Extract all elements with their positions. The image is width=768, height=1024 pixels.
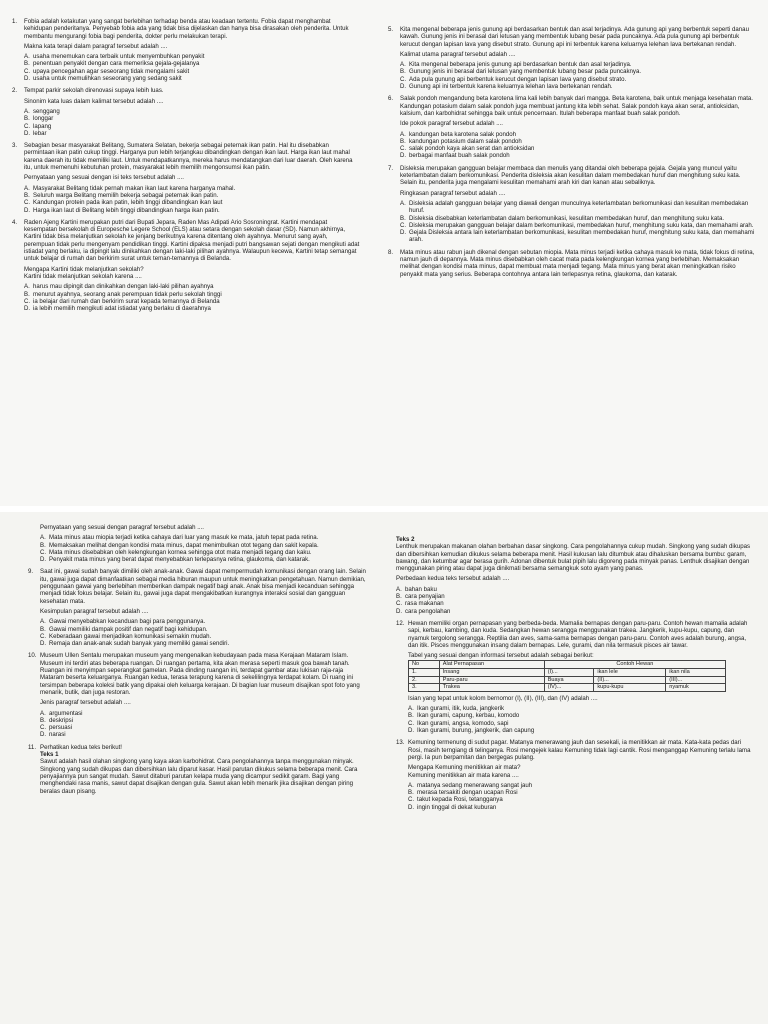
option-d[interactable] bbox=[396, 608, 756, 615]
option-text: narasi bbox=[49, 731, 66, 739]
option-b[interactable] bbox=[408, 712, 756, 719]
option-text: Remaja dan anak-anak sudah banyak yang memiliki gawai sendiri. bbox=[49, 640, 230, 648]
option-d[interactable] bbox=[24, 75, 360, 82]
option-letter: D. bbox=[24, 305, 31, 313]
option-text: Masyarakat Belitang tidak pernah makan ikan laut karena harganya mahal. bbox=[33, 184, 236, 192]
option-a[interactable] bbox=[24, 283, 360, 290]
option-letter: A. bbox=[24, 53, 30, 61]
option-letter: D. bbox=[24, 206, 31, 214]
question-prompt: Perbedaan kedua teks tersebut adalah .... bbox=[396, 575, 510, 583]
option-a[interactable] bbox=[408, 782, 756, 789]
table-header-organ: Alat Pernapasan bbox=[439, 661, 544, 669]
table-cell: 3. bbox=[409, 684, 440, 692]
option-letter: C. bbox=[400, 145, 407, 153]
option-text: Mata minus disebabkan oleh kelengkungan kornea sehingga otot mata menjadi tegang dan kaku. bbox=[49, 548, 312, 556]
option-text: upaya pencegahan agar seseorang tidak mengalami sakit bbox=[33, 67, 190, 75]
option-text: takut kepada Rosi, tetangganya bbox=[417, 796, 503, 804]
option-letter: D. bbox=[40, 556, 47, 564]
option-letter: B. bbox=[40, 716, 46, 724]
option-letter: C. bbox=[24, 67, 31, 75]
question-1 bbox=[12, 18, 360, 82]
option-c[interactable] bbox=[40, 549, 368, 556]
table-cell: ikan nila bbox=[666, 669, 726, 677]
table-header-examples: Contoh Hewan bbox=[544, 661, 725, 669]
option-a[interactable] bbox=[40, 534, 368, 541]
question-prompt: Isian yang tepat untuk kolom bernomor (I), (II), (III), dan (IV) adalah .... bbox=[408, 694, 598, 702]
question-3 bbox=[12, 142, 360, 214]
option-letter: A. bbox=[408, 705, 414, 713]
table-cell: (III)... bbox=[666, 676, 726, 684]
question-number: 8. bbox=[388, 248, 394, 256]
option-text: berbagai manfaat buah salak pondoh bbox=[409, 152, 510, 160]
option-c[interactable] bbox=[40, 724, 368, 731]
question-number: 10. bbox=[28, 652, 37, 660]
option-text: penentuan penyakit dengan cara memeriksa gejala-gejalanya bbox=[33, 60, 200, 68]
option-a[interactable] bbox=[24, 53, 360, 60]
question-prompt: Ringkasan paragraf tersebut adalah .... bbox=[400, 189, 506, 197]
option-letter: C. bbox=[396, 600, 403, 608]
option-text: cara penyajian bbox=[405, 593, 445, 601]
option-letter: C. bbox=[24, 199, 31, 207]
question-number: 2. bbox=[12, 87, 18, 95]
option-b[interactable] bbox=[40, 542, 368, 549]
right-column-top bbox=[388, 26, 758, 283]
option-text: Gawai menyebabkan kecanduan bagi para penggunanya. bbox=[49, 618, 206, 626]
option-text: usaha menemukan cara terbaik untuk menyembuhkan penyakit bbox=[33, 53, 205, 61]
option-letter: A. bbox=[408, 781, 414, 789]
question-prompt: Pernyataan yang sesuai dengan paragraf tersebut adalah .... bbox=[40, 524, 204, 531]
question-10 bbox=[28, 652, 368, 738]
question-passage: Kemuning termenung di sudut pagar. Matanya menerawang jauh dan sesekali, ia menitikkan air mata. Kata-kata pedas dari Rosi, masih terngiang di telinganya. Rosi mengejek kalau Kemuning tidak lagi cantik. Rosi menganggap Kemuning terlalu lama pergi. Ia pun berpamitan dan bergegas pulang. bbox=[408, 739, 751, 761]
table-cell: nyamuk bbox=[666, 684, 726, 692]
question-prompt: Kesimpulan paragraf tersebut adalah .... bbox=[40, 607, 149, 615]
question-prompt: Makna kata terapi dalam paragraf tersebut adalah .... bbox=[24, 42, 168, 50]
option-letter: D. bbox=[396, 607, 403, 615]
question-prompt: Sinonim kata luas dalam kalimat tersebut adalah .... bbox=[24, 97, 164, 105]
option-a[interactable] bbox=[408, 705, 756, 712]
question-passage: Fobia adalah ketakutan yang sangat berlebihan terhadap benda atau keadaan tertentu. Fobia dapat menghambat kehidupan penderitanya. Penyebab fobia ada yang tidak bisa dijelaskan dan hanya bisa dirasakan oleh penderita. Untuk membantu mengurangi fobia bagi penderita, dokter perlu melakukan terapi. bbox=[24, 18, 349, 40]
question-prompt: Pernyataan yang sesuai dengan isi teks tersebut adalah .... bbox=[24, 174, 184, 182]
option-text: Harga ikan laut di Belitang lebih tinggi dibandingkan harga ikan patin. bbox=[33, 206, 220, 214]
left-column-bottom bbox=[28, 524, 368, 800]
option-b[interactable] bbox=[24, 60, 360, 67]
option-text: ia belajar dari rumah dan berkirim surat kepada temannya di Belanda bbox=[33, 297, 220, 305]
option-letter: B. bbox=[408, 789, 414, 797]
question-number: 1. bbox=[12, 18, 18, 25]
text-2-body: Lenthuk merupakan makanan olahan berbahan dasar singkong. Cara pengolahannya cukup mudah. Singkong yang sudah dikupas dan dibersihkan kemudian dikukus selama beberapa menit. Hasil kukusan lalu ditumbuk atau dihaluskan bersama bumbu: garam, bawang, dan ketumbar agar berasa gurih. Adonan dibentuk bulat pipih lalu digoreng pada minyak panas. Lenthuk disajikan dengan menggunakan piring atau dapat juga dinikmati bersama semangkuk soto ayam yang panas. bbox=[396, 543, 751, 573]
question-passage: Disleksia merupakan gangguan belajar membaca dan menulis yang ditandai oleh beberapa gejala. Gejala yang muncul yaitu keterlambatan dalam berkomunikasi. Penderita disleksia akan kesulitan dalam membedakan huruf dan menghitung suku kata. Selain itu, penderita juga mengalami kesulitan memahami arah kiri dan kanan atau sebaliknya. bbox=[400, 164, 741, 187]
text-1-title: Teks 1 bbox=[40, 751, 59, 759]
option-letter: B. bbox=[400, 137, 406, 145]
table-cell: (II)... bbox=[594, 676, 666, 684]
question-subprompt: Kemuning menitikkan air mata karena .... bbox=[408, 771, 519, 779]
right-column-bottom bbox=[396, 536, 756, 816]
option-letter: A. bbox=[400, 199, 406, 207]
option-letter: C. bbox=[408, 719, 415, 727]
option-b[interactable] bbox=[40, 626, 368, 633]
option-c[interactable] bbox=[24, 68, 360, 75]
option-letter: C. bbox=[40, 548, 47, 556]
option-letter: A. bbox=[24, 184, 30, 192]
option-letter: B. bbox=[24, 60, 30, 68]
table-cell: Buaya bbox=[544, 676, 594, 684]
option-text: Memaksakan melihat dengan kondisi mata minus, dapat menimbulkan otot tegang dan sakit kepala. bbox=[49, 541, 319, 549]
table-row bbox=[409, 684, 726, 692]
question-intro: Perhatikan kedua teks berikut! bbox=[40, 743, 122, 751]
option-text: ingin tinggal di dekat kuburan bbox=[417, 803, 497, 811]
option-text: Disleksia merupakan gangguan belajar dalam berkomunikasi, membedakan huruf, menghitung suku kata, dan memahami arah. bbox=[409, 221, 754, 229]
option-text: salak pondoh kaya akan serat dan antioksidan bbox=[409, 145, 535, 153]
option-letter: C. bbox=[408, 796, 415, 804]
option-text: Disleksia adalah gangguan belajar yang diawali dengan munculnya keterlambatan berkomunikasi dan kesulitan membedakan huruf. bbox=[409, 199, 749, 215]
option-d[interactable] bbox=[40, 556, 368, 563]
option-c[interactable] bbox=[408, 796, 756, 803]
option-letter: D. bbox=[400, 83, 407, 91]
question-prompt: Jenis paragraf tersebut adalah .... bbox=[40, 699, 131, 707]
table-cell: 2. bbox=[409, 676, 440, 684]
option-c[interactable] bbox=[408, 720, 756, 727]
question-passage: Kita mengenal beberapa jenis gunung api berdasarkan bentuk dan asal terjadinya. Ada gunung api yang berbentuk seperti danau kawah. Gunung jenis ini berasal dari letusan yang membentuk lubang besar pada puncaknya. Ada pula gunung api berbentuk kerucut dengan lapisan lava yang disebut strato. Gunung api ini terbentuk karena keluarnya lelehan lava bertekanan rendah. bbox=[400, 26, 749, 48]
question-passage: Hewan memiliki organ pernapasan yang berbeda-beda. Mamalia bernapas dengan paru-paru. Contoh hewan mamalia adalah sapi, kerbau, kambing, dan kuda. Sedangkan hewan serangga menggunakan trakea. Jangkerik, kupu-kupu, capung, dan nyamuk tergolong serangga. Reptilia dan aves, sama-sama bernapas dengan paru-paru. Contoh aves adalah burung, angsa, dan itik. Pisces menggunakan insang dalam bernapas. Lele, gurami, dan nila termasuk pisces air tawar. bbox=[408, 619, 748, 649]
table-cell: (I)... bbox=[544, 669, 594, 677]
question-2 bbox=[12, 87, 360, 137]
option-d[interactable] bbox=[408, 727, 756, 734]
question-prompt: Ide pokok paragraf tersebut adalah .... bbox=[400, 120, 503, 128]
table-cell: 1. bbox=[409, 669, 440, 677]
option-text: Kita mengenal beberapa jenis gunung api berdasarkan bentuk dan asal terjadinya. bbox=[409, 61, 632, 69]
option-text: rasa makanan bbox=[405, 600, 444, 608]
option-b[interactable] bbox=[408, 789, 756, 796]
option-letter: D. bbox=[400, 152, 407, 160]
option-b[interactable] bbox=[40, 717, 368, 724]
question-number: 3. bbox=[12, 142, 18, 150]
option-d[interactable] bbox=[400, 83, 758, 90]
option-d[interactable] bbox=[24, 130, 360, 137]
question-number: 4. bbox=[12, 218, 18, 226]
option-text: persuasi bbox=[49, 724, 73, 732]
option-text: Seluruh warga Belitang memilih bekerja sebagai peternak ikan patin. bbox=[33, 191, 219, 199]
question-number: 6. bbox=[388, 95, 394, 103]
question-number: 12. bbox=[396, 619, 405, 627]
table-cell: Trakea bbox=[439, 684, 544, 692]
option-text: senggang bbox=[33, 107, 60, 115]
question-passage: Museum Ullen Sentalu merupakan museum yang mengenalkan kebudayaan pada masa Kerajaan Mataram Islam. Museum ini terdiri atas beberapa ruangan. Di ruangan pertama, kita akan merasa seperti masuk goa bawah tanah. Ruangan ini menyimpan seperangkat gamelan. Pada dinding ruangan ini, terdapat gambar atau lukisan raja-raja Mataram beserta keluarganya. Ruangan kedua, terasa terapung karena di sekelilingnya terdapat kolam. Di ruang ini tersimpan beberapa koleksi batik yang dipakai oleh keluarga kerajaan. Di bagian luar museum disajikan spot foto yang menarik, butik, dan juga restoran. bbox=[40, 652, 360, 696]
option-a[interactable] bbox=[400, 61, 758, 68]
option-text: bahan baku bbox=[405, 585, 437, 593]
option-text: Ikan gurami, itik, kuda, jangkerik bbox=[417, 705, 505, 713]
option-letter: C. bbox=[400, 75, 407, 83]
option-a[interactable] bbox=[40, 710, 368, 717]
option-d[interactable] bbox=[24, 305, 360, 312]
table-header-row bbox=[409, 661, 726, 669]
option-a[interactable] bbox=[396, 586, 756, 593]
option-text: Mata minus atau miopia terjadi ketika cahaya dari luar yang masuk ke mata, jatuh tepat pada retina. bbox=[49, 534, 319, 542]
option-a[interactable] bbox=[400, 131, 758, 138]
option-text: Ikan gurami, angsa, komodo, sapi bbox=[417, 719, 509, 727]
question-number: 11. bbox=[28, 743, 37, 751]
option-text: lebar bbox=[33, 129, 47, 137]
option-a[interactable] bbox=[24, 108, 360, 115]
question-12 bbox=[396, 620, 756, 734]
left-column-top bbox=[12, 18, 360, 317]
option-letter: A. bbox=[400, 61, 406, 69]
option-letter: D. bbox=[24, 129, 31, 137]
question-number: 7. bbox=[388, 164, 394, 172]
option-letter: A. bbox=[40, 534, 46, 542]
option-text: merasa tersakiti dengan ucapan Rosi bbox=[417, 789, 518, 797]
option-text: Disleksia disebabkan keterlambatan dalam berkomunikasi, kesulitan membedakan huruf, dan menghitung suku kata. bbox=[409, 214, 725, 222]
question-8-passage bbox=[388, 249, 758, 278]
question-passage: Raden Ajeng Kartini merupakan putri dari Bupati Jepara, Raden Mas Adipati Ario Sosroningrat. Kartini mendapat kesempatan bersekolah di Europesche Legere School (ELS) atau setara dengan sekolah dasar (SD). Namun akhirnya, Kartini tidak bisa melanjutkan sekolah ke jenjang berikutnya karena ditentang oleh ayahnya. Menurut sang ayah, perempuan tidak perlu mengenyam pendidikan tinggi. Kartini dipaksa menjadi putri bangsawan sejati dengan mengikuti adat istiadat yang berlaku, ia dipingit lalu dinikahkan dengan laki-laki pilihan ayahnya. Walaupun kecewa, Kartini tetap semangat untuk belajar di rumah dan berkirim surat untuk teman-temannya di Belanda. bbox=[24, 218, 360, 263]
question-prompt: Mengapa Kartini tidak melanjutkan sekolah? bbox=[24, 265, 144, 273]
option-text: Penyakit mata minus yang berat dapat menyebabkan terlepasnya retina, glaukoma, dan katarak. bbox=[49, 556, 310, 564]
option-text: Kandungan protein pada ikan patin, lebih tinggi dibandingkan ikan laut bbox=[33, 199, 223, 207]
option-text: ia lebih memilih mengikuti adat istiadat yang berlaku di daerahnya bbox=[33, 305, 211, 313]
option-letter: B. bbox=[40, 541, 46, 549]
option-c[interactable] bbox=[24, 199, 360, 206]
table-cell: (IV)... bbox=[544, 684, 594, 692]
option-text: longgar bbox=[33, 115, 54, 123]
option-letter: B. bbox=[24, 290, 30, 298]
option-b[interactable] bbox=[400, 68, 758, 75]
option-letter: C. bbox=[40, 724, 47, 732]
option-letter: B. bbox=[400, 214, 406, 222]
question-number: 9. bbox=[28, 568, 34, 576]
option-letter: C. bbox=[400, 221, 407, 229]
question-passage: Saat ini, gawai sudah banyak dimiliki oleh anak-anak. Gawai dapat mempermudah komunikasi dengan orang lain. Selain itu, gawai juga dapat dimanfaatkan sebagai media hiburan maupun untuk meningkatkan pengetahuan. Namun demikian, penggunaan gawai yang berlebihan memberikan dampak negatif bagi anak. Anak bisa menjadi kecanduan sehingga menjadi tidak fokus belajar. Selain itu, gawai juga dapat mengakibatkan kurangnya interaksi sosial dan gangguan kesehatan mata. bbox=[40, 568, 366, 605]
option-d[interactable] bbox=[400, 229, 758, 244]
option-text: cara pengolahan bbox=[405, 607, 451, 615]
option-letter: D. bbox=[24, 75, 31, 83]
option-letter: A. bbox=[40, 618, 46, 626]
option-letter: C. bbox=[24, 297, 31, 305]
question-4 bbox=[12, 219, 360, 313]
option-text: deskripsi bbox=[49, 716, 74, 724]
question-passage: Salak pondoh mengandung beta karotena lima kali lebih banyak dari mangga. Beta karotena, baik untuk menjaga kesehatan mata. Kandungan potasium dalam salak pondoh juga membuat jantung kita lebih sehat. Salak pondoh kaya akan serat, antioksidan, kalsium, dan karbohidrat sehingga baik untuk pencernaan. Itulah beberapa manfaat buah salak pondoh. bbox=[400, 95, 753, 117]
question-number: 13. bbox=[396, 739, 405, 747]
option-text: Gawai memiliki dampak positif dan negatif bagi kehidupan. bbox=[49, 625, 208, 633]
option-d[interactable] bbox=[24, 207, 360, 214]
question-passage: Sebagian besar masyarakat Belitang, Sumatera Selatan, bekerja sebagai peternak ikan patin. Hal itu disebabkan permintaan ikan patin cukup tinggi. Harganya pun lebih terjangkau dibandingkan dengan ikan laut. Harga ikan laut mahal karena daerah itu tidak memiliki laut. Untuk mendapatkannya, mereka harus mendatangkan dari luar daerah. Oleh karena itu, untuk memenuhi kebutuhan protein, masyarakat lebih memilih mengonsumsi ikan patin. bbox=[24, 142, 353, 172]
respiration-table bbox=[408, 660, 726, 691]
question-11-text2 bbox=[396, 536, 756, 615]
option-c[interactable] bbox=[24, 298, 360, 305]
option-b[interactable] bbox=[400, 215, 758, 222]
option-b[interactable] bbox=[396, 593, 756, 600]
option-letter: A. bbox=[40, 709, 46, 717]
option-c[interactable] bbox=[396, 600, 756, 607]
option-letter: A. bbox=[24, 283, 30, 291]
option-text: Gunung jenis ini berasal dari letusan yang membentuk lubang besar pada puncaknya. bbox=[409, 68, 642, 76]
option-b[interactable] bbox=[24, 291, 360, 298]
option-letter: D. bbox=[40, 731, 47, 739]
option-letter: A. bbox=[24, 107, 30, 115]
option-b[interactable] bbox=[24, 115, 360, 122]
option-d[interactable] bbox=[408, 804, 756, 811]
option-text: lapang bbox=[33, 122, 52, 130]
table-row bbox=[409, 676, 726, 684]
option-text: Ikan gurami, burung, jangkerik, dan capung bbox=[417, 727, 535, 735]
table-cell: Insang bbox=[439, 669, 544, 677]
option-text: harus mau dipingit dan dinikahkan dengan laki-laki pilihan ayahnya bbox=[33, 283, 214, 291]
question-prompt: Mengapa Kemuning menitikkan air mata? bbox=[408, 764, 521, 772]
option-text: menurut ayahnya, seorang anak perempuan tidak perlu sekolah tinggi bbox=[33, 290, 222, 298]
text-1-body: Sawut adalah hasil olahan singkong yang kaya akan karbohidrat. Cara pengolahannya tanpa menggunakan minyak. Singkong yang sudah dikupas dan dibersihkan lalu diparut kasar. Hasil parutan dikukus selama beberapa menit. Cara penyajiannya pun sangat mudah. Sawut ditaburi parutan kelapa muda yang dicampur sedikit garam. Bagi yang menghendaki rasa manis, sawut dapat disajikan dengan gula. Sawut akan lebih menarik jika disajikan dengan piring beralas daun pisang. bbox=[40, 758, 358, 795]
table-cell: kupu-kupu bbox=[594, 684, 666, 692]
question-subprompt: Kartini tidak melanjutkan sekolah karena .... bbox=[24, 272, 142, 280]
option-a[interactable] bbox=[40, 618, 368, 625]
table-header-no: No bbox=[409, 661, 440, 669]
option-text: matanya sedang menerawang sangat jauh bbox=[417, 781, 533, 789]
option-letter: B. bbox=[396, 593, 402, 601]
option-a[interactable] bbox=[400, 200, 758, 215]
option-c[interactable] bbox=[400, 145, 758, 152]
option-text: usaha untuk memulihkan seseorang yang sedang sakit bbox=[33, 75, 182, 83]
option-letter: D. bbox=[408, 727, 415, 735]
question-passage: Tempat parkir sekolah direnovasi supaya lebih luas. bbox=[24, 87, 164, 95]
option-text: Gejala Disleksia antara lain keterlambatan berkomunikasi, kesulitan membedakan huruf, menghitung suku kata, dan memahami arah. bbox=[409, 229, 755, 244]
option-text: Gunung api ini terbentuk karena keluarnya lelehan lava bertekanan rendah. bbox=[409, 83, 613, 91]
question-8-options bbox=[28, 524, 368, 563]
option-d[interactable] bbox=[40, 731, 368, 738]
question-number: 5. bbox=[388, 26, 394, 33]
table-cell: Paru-paru bbox=[439, 676, 544, 684]
question-13 bbox=[396, 739, 756, 811]
option-letter: B. bbox=[400, 68, 406, 76]
option-c[interactable] bbox=[40, 633, 368, 640]
question-prompt: Kalimat utama paragraf tersebut adalah .... bbox=[400, 50, 516, 58]
question-passage: Mata minus atau rabun jauh dikenal dengan sebutan miopia. Mata minus terjadi ketika cahaya masuk ke mata, tidak fokus di retina, namun jauh di depannya. Mata minus disebabkan oleh cacat mata pada kelengkungan kornea yang berlebihan. Memaksakan melihat dengan kondisi mata minus, dapat membuat mata menjadi tegang. Mata minus yang berat akan meningkatkan risiko penyakit mata yang serius. Beberapa contohnya antara lain terlepasnya retina, glaukoma, dan katarak. bbox=[400, 248, 755, 278]
option-letter: D. bbox=[408, 803, 415, 811]
table-row bbox=[409, 669, 726, 677]
option-letter: B. bbox=[24, 191, 30, 199]
question-9 bbox=[28, 568, 368, 647]
option-text: Keberadaan gawai menjadikan komunikasi semakin mudah. bbox=[49, 632, 212, 640]
option-text: argumentasi bbox=[49, 709, 83, 717]
option-c[interactable] bbox=[400, 222, 758, 229]
question-7 bbox=[388, 165, 758, 244]
option-letter: D. bbox=[40, 640, 47, 648]
option-text: Ikan gurami, capung, kerbau, komodo bbox=[417, 712, 520, 720]
option-letter: D. bbox=[400, 229, 407, 237]
option-c[interactable] bbox=[24, 123, 360, 130]
option-letter: C. bbox=[24, 122, 31, 130]
table-caption: Tabel yang sesuai dengan informasi tersebut adalah sebagai berikut: bbox=[408, 652, 594, 660]
option-b[interactable] bbox=[24, 192, 360, 199]
table-cell: ikan lele bbox=[594, 669, 666, 677]
option-letter: B. bbox=[408, 712, 414, 720]
exam-page-bottom bbox=[0, 512, 768, 1024]
exam-page-top bbox=[0, 0, 768, 506]
option-c[interactable] bbox=[400, 76, 758, 83]
question-5 bbox=[388, 26, 758, 90]
option-d[interactable] bbox=[40, 640, 368, 647]
option-letter: A. bbox=[400, 130, 406, 138]
option-text: kandungan potasium dalam salak pondoh bbox=[409, 137, 522, 145]
option-letter: B. bbox=[40, 625, 46, 633]
question-11-text1 bbox=[28, 744, 368, 795]
question-6 bbox=[388, 95, 758, 159]
option-d[interactable] bbox=[400, 152, 758, 159]
option-text: Ada pula gunung api berbentuk kerucut dengan lapisan lava yang disebut strato. bbox=[409, 75, 627, 83]
option-a[interactable] bbox=[24, 185, 360, 192]
option-text: kandungan beta karotena salak pondoh bbox=[409, 130, 517, 138]
option-letter: C. bbox=[40, 632, 47, 640]
option-letter: B. bbox=[24, 115, 30, 123]
option-b[interactable] bbox=[400, 138, 758, 145]
text-2-title: Teks 2 bbox=[396, 536, 415, 543]
option-letter: A. bbox=[396, 585, 402, 593]
